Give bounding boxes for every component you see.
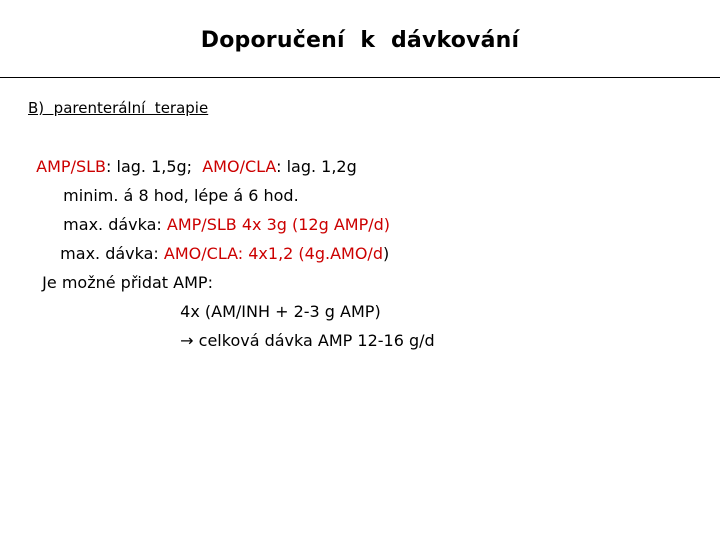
max-dose-amo-cla: AMO/CLA: 4x1,2 (4g.AMO/d — [163, 244, 383, 263]
drug-name-amp-slb: AMP/SLB — [36, 157, 107, 176]
max-dose-amp-slb: AMP/SLB 4x 3g (12g AMP/d) — [166, 215, 391, 234]
add-amp-text: Je možné přidat AMP: — [42, 273, 213, 292]
page-title: Doporučení k dávkování — [200, 28, 520, 53]
dosage-line-7 — [170, 311, 435, 351]
max-dose-label: max. dávka: — [60, 244, 164, 263]
closing-paren: ) — [382, 244, 390, 263]
drug-name-amo-cla: AMO/CLA — [202, 157, 277, 176]
amp-inh-dose-text: 4x (AM/INH + 2-3 g AMP) — [180, 302, 381, 321]
dosage-interval-text: minim. á 8 hod, lépe á 6 hod. — [63, 186, 299, 205]
section-subtitle: B) parenterální terapie — [28, 99, 209, 117]
max-dose-label: max. dávka: — [63, 215, 167, 234]
dosage-text: : lag. 1,5g; — [106, 157, 203, 176]
total-dose-text: → celková dávka AMP 12-16 g/d — [180, 331, 435, 350]
dosage-text: : lag. 1,2g — [276, 157, 357, 176]
title-divider — [0, 77, 720, 78]
